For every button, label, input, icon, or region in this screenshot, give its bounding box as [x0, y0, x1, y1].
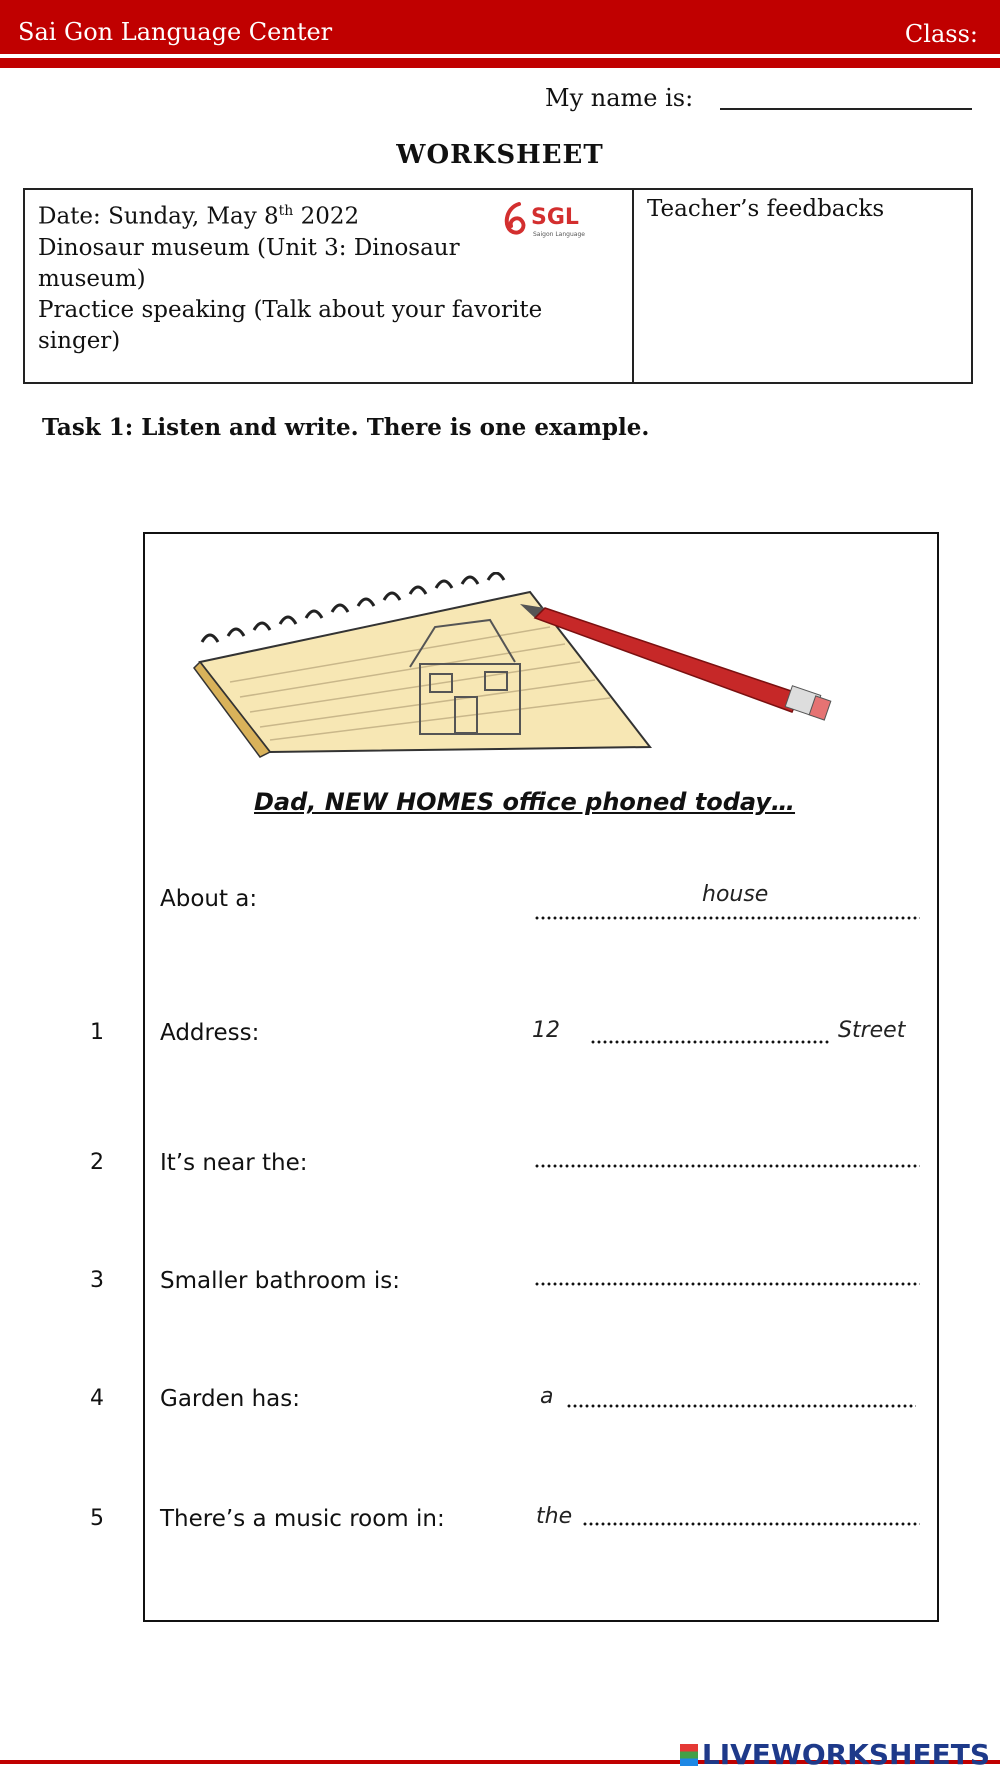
answer-field-5[interactable] — [582, 1522, 920, 1526]
item-prefix-4: a — [540, 1384, 554, 1409]
item-label-2: It’s near the: — [160, 1150, 308, 1176]
item-number-5: 5 — [90, 1506, 104, 1531]
name-label: My name is: — [545, 84, 694, 112]
item-number-4: 4 — [90, 1386, 104, 1411]
liveworksheets-logo: LIVEWORKSHEETS — [680, 1738, 990, 1771]
header-underline — [0, 58, 1000, 68]
liveworksheets-icon — [680, 1744, 698, 1766]
item-prefix-1: 12 — [532, 1018, 560, 1043]
note-title: Dad, NEW HOMES office phoned today… — [254, 788, 796, 816]
sgl-logo — [497, 198, 617, 242]
speaking-line: Practice speaking (Talk about your favorite singer) — [38, 296, 543, 354]
class-label: Class: — [904, 20, 978, 48]
center-name: Sai Gon Language Center — [18, 18, 333, 46]
item-label-example: About a: — [160, 886, 258, 912]
svg-text:Saigon Language: Saigon Language — [533, 231, 585, 238]
item-label-5: There’s a music room in: — [160, 1506, 445, 1532]
date-line: Date: Sunday, May 8th 2022 — [38, 203, 360, 230]
item-number-3: 3 — [90, 1268, 104, 1293]
item-suffix-1: Street — [838, 1018, 906, 1043]
answer-field-1[interactable] — [590, 1040, 830, 1044]
item-label-3: Smaller bathroom is: — [160, 1268, 401, 1294]
page-title: WORKSHEET — [396, 140, 604, 170]
answer-line-example — [534, 916, 920, 920]
table-divider — [632, 190, 634, 382]
item-label-1: Address: — [160, 1020, 260, 1046]
header-bar — [0, 0, 1000, 54]
item-prefix-5: the — [536, 1504, 573, 1529]
teacher-feedback: Teacher’s feedbacks — [647, 196, 885, 222]
item-number-1: 1 — [90, 1020, 104, 1045]
example-answer: house — [702, 882, 769, 907]
name-field[interactable] — [720, 108, 972, 110]
answer-field-4[interactable] — [566, 1404, 916, 1408]
item-number-2: 2 — [90, 1150, 104, 1175]
item-label-4: Garden has: — [160, 1386, 301, 1412]
notepad-pencil-illustration — [190, 572, 890, 762]
answer-field-2[interactable] — [534, 1164, 920, 1168]
info-table — [23, 188, 973, 384]
lesson-line: Dinosaur museum (Unit 3: Dinosaur museum) — [38, 234, 460, 292]
svg-text:SGL: SGL — [531, 205, 579, 230]
task-1-instruction: Task 1: Listen and write. There is one example. — [42, 414, 650, 441]
answer-field-3[interactable] — [534, 1282, 920, 1286]
